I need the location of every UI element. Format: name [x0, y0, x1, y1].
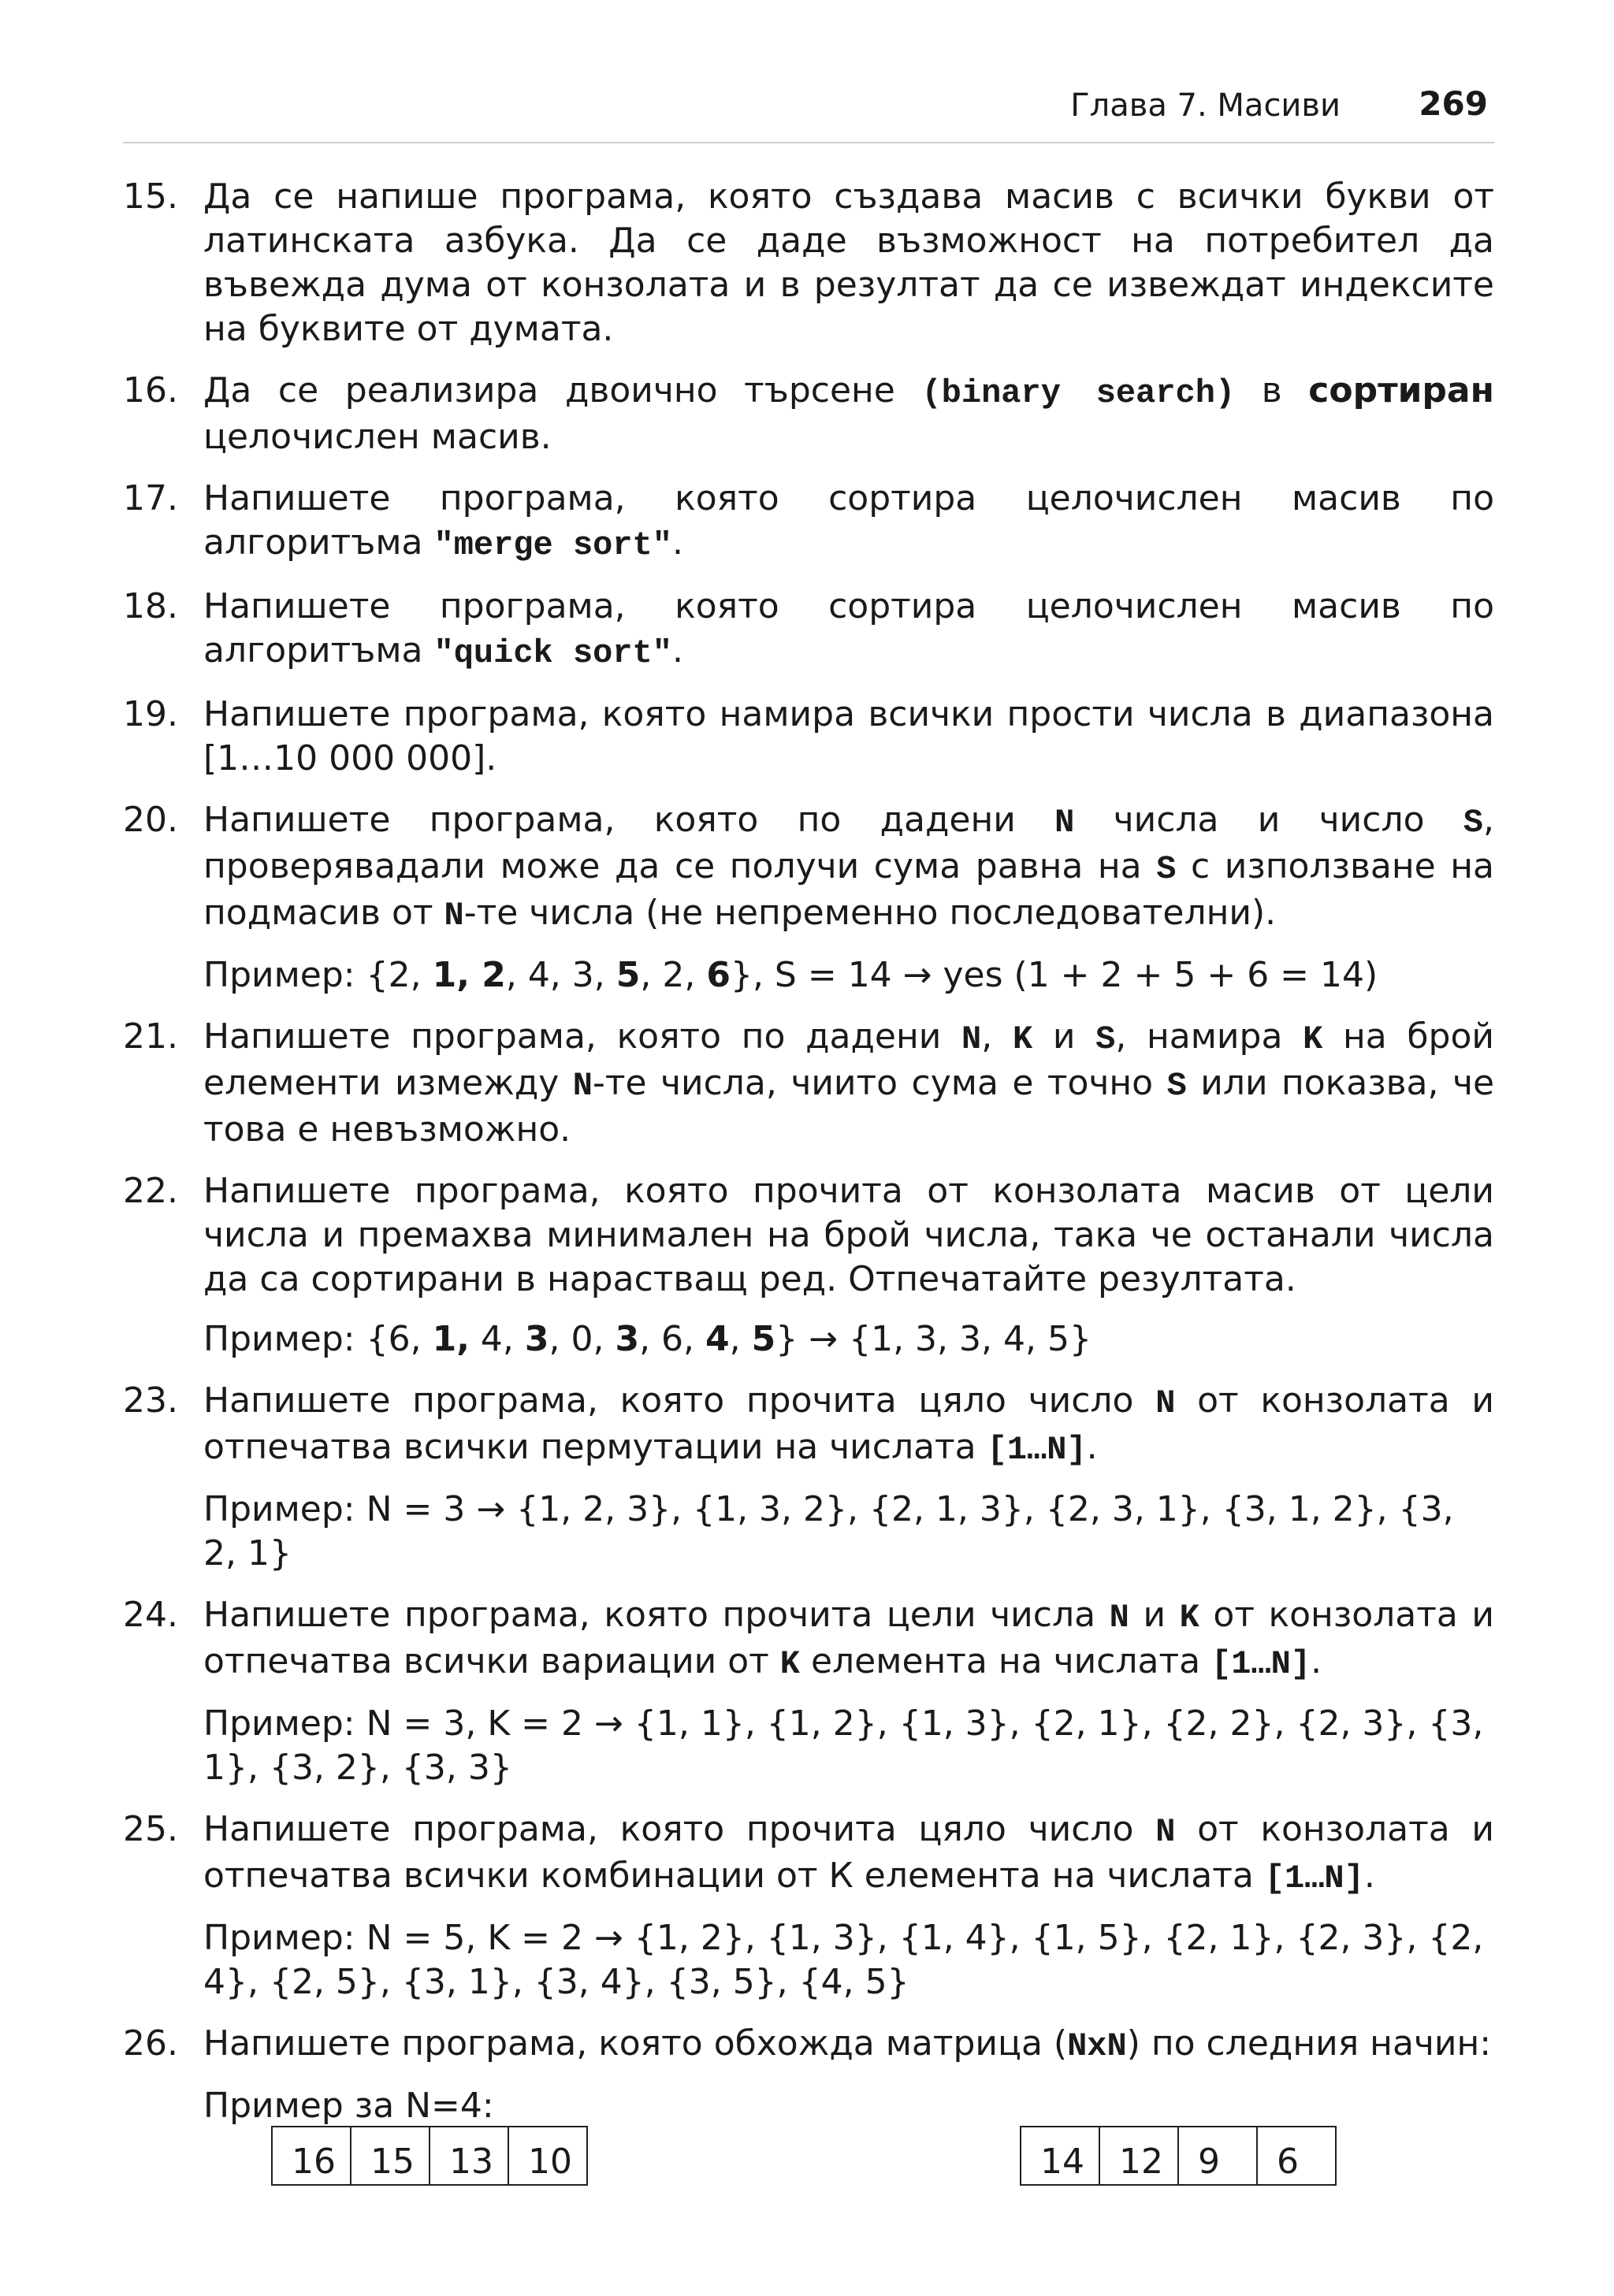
exercise-text: [203, 477, 1494, 567]
matrix-cell: 15: [351, 2127, 430, 2185]
code-term: NxN: [1067, 2027, 1127, 2065]
exercise-number: 19.: [123, 694, 178, 734]
text: целочислен масив.: [203, 417, 552, 457]
exercise-number: 15.: [123, 176, 178, 217]
code-term: S: [1166, 1067, 1187, 1105]
matrix-cell: 14: [1021, 2127, 1099, 2185]
text: или показва, че това е невъзможно.: [203, 1063, 1495, 1150]
text: .: [1363, 1856, 1375, 1896]
text: .: [671, 630, 683, 671]
exercise-17: [123, 477, 1494, 567]
example-line: Пример: N = 3 → {1, 2, 3}, {1, 3, 2}, {2, 1, 3}, {2, 3, 1}, {3, 1, 2}, {3, 2, 1}: [203, 1489, 1454, 1573]
exercise-19: [123, 693, 1494, 781]
exercise-number: 16.: [123, 370, 178, 411]
exercise-text: [203, 1169, 1494, 1302]
text: Напишете програма, която по дадени: [203, 1016, 962, 1057]
exercise-number: 23.: [123, 1380, 178, 1421]
exercise-number: 17.: [123, 478, 178, 518]
exercise-26: [123, 2022, 1494, 2128]
matrix-cell: 16: [272, 2127, 351, 2185]
exercise-text: [203, 798, 1494, 938]
code-term: N: [444, 897, 464, 934]
example-line: [203, 1317, 1494, 1362]
exercise-text: [203, 369, 1494, 459]
exercise-21: [123, 1015, 1494, 1152]
text: } → {1, 3, 3, 4, 5}: [775, 1319, 1091, 1359]
example-line: Пример: N = 5, K = 2 → {1, 2}, {1, 3}, {1, 4}, {1, 5}, {2, 1}, {2, 3}, {2, 4}, {2, 5}, {3, 1}, {3, 4}, {3, 5}, {4, 5}: [203, 1918, 1484, 2002]
chapter-title: Глава 7. Масиви: [1070, 87, 1341, 124]
text: Пример: {6,: [203, 1319, 433, 1359]
exercise-24: [123, 1593, 1494, 1790]
exercise-text: [203, 1015, 1494, 1152]
matrix-row: [1021, 2127, 1336, 2185]
bold-term: 6: [706, 955, 731, 995]
code-term: N: [961, 1020, 982, 1058]
matrix-example-1: [271, 2126, 588, 2186]
code-term: N: [572, 1067, 593, 1105]
matrix-cell: 10: [508, 2127, 587, 2185]
text: , намира: [1115, 1016, 1303, 1057]
example-line: Пример за N=4:: [203, 2086, 494, 2126]
code-term: N: [1155, 1384, 1176, 1422]
exercise-25: [123, 1807, 1494, 2004]
code-term: (binary search): [921, 374, 1236, 412]
text: ,: [981, 1016, 1013, 1057]
bold-term: 3: [615, 1319, 640, 1359]
exercise-text: [203, 585, 1494, 675]
text: , проверявадали може да се получи сума равна на: [203, 800, 1494, 886]
text: от конзолата и отпечатва всички пермутации на числата: [203, 1380, 1494, 1467]
exercise-text: [203, 175, 1494, 351]
code-term: [1…N]: [987, 1431, 1087, 1469]
exercise-20: [123, 798, 1494, 998]
text: ,: [729, 1319, 752, 1359]
text: от конзолата и отпечатва всички вариации от: [203, 1595, 1494, 1681]
text: .: [1086, 1427, 1098, 1467]
text: , 0,: [549, 1319, 615, 1359]
text: Напишете програма, която сортира целочислен масив по алгоритъма: [203, 478, 1494, 563]
exercise-16: [123, 369, 1494, 459]
exercise-15: [123, 175, 1494, 351]
text: }, S = 14 → yes (1 + 2 + 5 + 6 = 14): [730, 955, 1378, 995]
matrix-cell: 6: [1257, 2127, 1336, 2185]
text: Напишете програма, която прочита цяло число: [203, 1809, 1156, 1849]
text: Напишете програма, която намира всички прости числа в диапазона [1…10 000 000].: [203, 694, 1494, 778]
exercise-number: 20.: [123, 800, 178, 840]
exercise-text: [203, 693, 1494, 781]
exercise-number: 22.: [123, 1171, 178, 1211]
code-term: N: [1054, 804, 1075, 841]
text: числа и число: [1074, 800, 1463, 840]
code-term: "quick sort": [433, 634, 672, 672]
code-term: K: [1179, 1599, 1199, 1637]
bold-term: 3: [524, 1319, 549, 1359]
exercise-22: [123, 1169, 1494, 1362]
text: .: [671, 522, 683, 563]
exercise-number: 26.: [123, 2023, 178, 2064]
code-term: [1…N]: [1264, 1859, 1364, 1897]
exercise-number: 21.: [123, 1016, 178, 1057]
text: -те числа, чиито сума е точно: [593, 1063, 1167, 1103]
text: .: [1311, 1641, 1322, 1681]
code-term: S: [1095, 1020, 1116, 1058]
bold-term: 5: [751, 1319, 776, 1359]
text: Напишете програма, която прочита цели числа: [203, 1595, 1110, 1635]
exercise-number: 18.: [123, 586, 178, 626]
code-term: K: [1303, 1020, 1323, 1058]
exercise-text: [203, 1379, 1494, 1472]
bold-term: 5: [615, 955, 641, 995]
code-term: K: [1012, 1020, 1033, 1058]
text: в: [1235, 370, 1309, 411]
exercise-23: [123, 1379, 1494, 1576]
text: Напишете програма, която по дадени: [203, 800, 1055, 840]
code-term: N: [1109, 1599, 1129, 1637]
page-header: [123, 79, 1494, 143]
code-term: K: [779, 1645, 800, 1683]
matrix-cell: 13: [430, 2127, 508, 2185]
text: , 6,: [639, 1319, 706, 1359]
exercise-text: [203, 1807, 1494, 1900]
text: , 4, 3,: [505, 955, 616, 995]
text: Напишете програма, която сортира целочислен масив по алгоритъма: [203, 586, 1494, 671]
text: и: [1129, 1595, 1180, 1635]
text: и: [1032, 1016, 1096, 1057]
text: 4,: [469, 1319, 525, 1359]
text: -те числа (не непременно последователни).: [463, 893, 1277, 933]
exercise-number: 25.: [123, 1809, 178, 1849]
code-term: [1…N]: [1211, 1645, 1311, 1683]
text: на брой елементи измежду: [203, 1016, 1494, 1103]
example-line: [203, 953, 1494, 998]
matrix-row: [272, 2127, 587, 2185]
text: от конзолата и отпечатва всички комбинации от К елемента на числата: [203, 1809, 1494, 1896]
exercise-text: [203, 2022, 1494, 2068]
exercise-18: [123, 585, 1494, 675]
example-line: Пример: N = 3, K = 2 → {1, 1}, {1, 2}, {1, 3}, {2, 1}, {2, 2}, {2, 3}, {3, 1}, {3, 2}, {3, 3}: [203, 1703, 1484, 1788]
text: Пример: {2,: [203, 955, 433, 995]
text: Напишете програма, която прочита цяло число: [203, 1380, 1156, 1421]
text: Да се напише програма, която създава масив с всички букви от латинската азбука. Да се даде възможност на потребител да въвежда дума от конзолата и в резултат да се извеждат индексите на буквите от думата.: [203, 176, 1494, 349]
matrix-example-2: [1020, 2126, 1337, 2186]
code-term: "merge sort": [433, 526, 672, 564]
bold-term: 1, 2: [432, 955, 506, 995]
code-term: N: [1155, 1813, 1176, 1851]
exercise-number: 24.: [123, 1595, 178, 1635]
text: , 2,: [640, 955, 707, 995]
exercise-text: [203, 1593, 1494, 1686]
exercise-list: [123, 175, 1494, 2146]
code-term: S: [1156, 850, 1177, 888]
code-term: S: [1463, 804, 1483, 841]
page-number: 269: [1419, 84, 1488, 123]
text: с използване на подмасив от: [203, 846, 1494, 933]
bold-term: 1,: [432, 1319, 470, 1359]
bold-term: сортиран: [1308, 370, 1495, 411]
matrix-cell: 12: [1099, 2127, 1178, 2185]
text: Да се реализира двоично търсене: [203, 370, 922, 411]
matrix-cell: 9: [1178, 2127, 1257, 2185]
bold-term: 4: [705, 1319, 730, 1359]
text: ) по следния начин:: [1126, 2023, 1492, 2064]
text: Напишете програма, която прочита от конзолата масив от цели числа и премахва минимален на брой числа, така че останали числа да са сортирани в нарастващ ред. Отпечатайте резултата.: [203, 1171, 1494, 1299]
text: Напишете програма, която обхожда матрица (: [203, 2023, 1068, 2064]
text: елемента на числата: [800, 1641, 1212, 1681]
